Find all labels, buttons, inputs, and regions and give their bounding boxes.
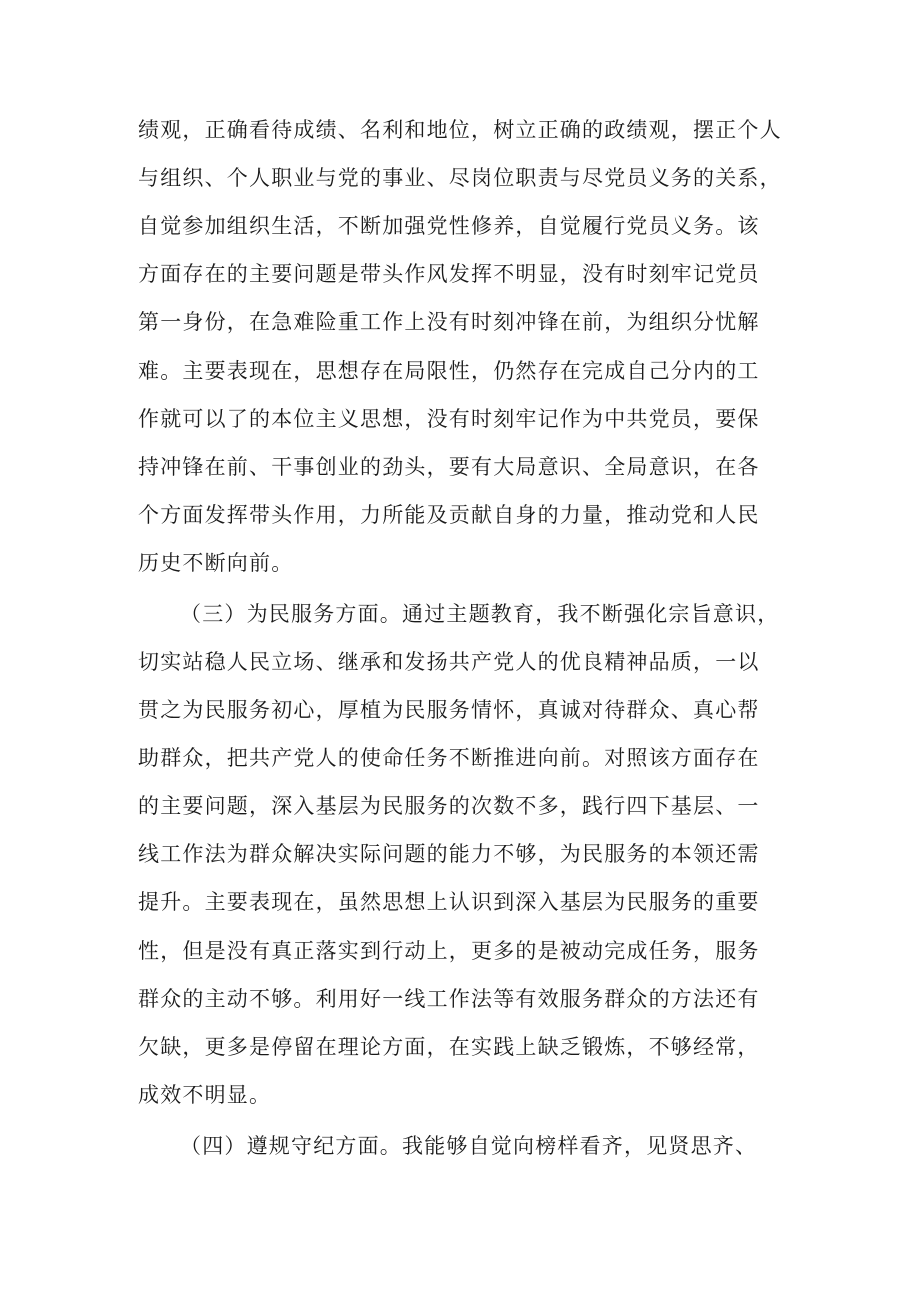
text-line: 贯之为民服务初心，厚植为民服务情怀，真诚对待群众、真心帮 [138,698,760,722]
text-line: 方面存在的主要问题是带头作风发挥不明显，没有时刻牢记党员 [138,262,760,286]
text-line: 提升。主要表现在，虽然思想上认识到深入基层为民服务的重要 [138,890,760,914]
text-line: 作就可以了的本位主义思想，没有时刻牢记作为中共党员，要保 [138,407,760,431]
text-line: 持冲锋在前、干事创业的劲头，要有大局意识、全局意识，在各 [138,455,760,479]
text-line: 难。主要表现在，思想存在局限性，仍然存在完成自己分内的工 [138,359,760,383]
text-line: 成效不明显。 [138,1083,272,1107]
section-heading-line: （三）为民服务方面。通过主题教育，我不断强化宗旨意识， [180,602,780,626]
section-heading-line: （四）遵规守纪方面。我能够自觉向榜样看齐，见贤思齐、 [180,1134,758,1158]
text-line: 线工作法为群众解决实际问题的能力不够，为民服务的本领还需 [138,842,760,866]
text-line: 与组织、个人职业与党的事业、尽岗位职责与尽党员义务的关系， [138,166,782,190]
text-line: 欠缺，更多是停留在理论方面，在实践上缺乏锻炼，不够经常， [138,1035,760,1059]
text-line: 历史不断向前。 [138,551,294,575]
text-line: 性，但是没有真正落实到行动上，更多的是被动完成任务，服务 [138,939,760,963]
text-line: 个方面发挥带头作用，力所能及贡献自身的力量，推动党和人民 [138,503,760,527]
text-line: 切实站稳人民立场、继承和发扬共产党人的优良精神品质，一以 [138,650,760,674]
text-line: 绩观，正确看待成绩、名利和地位，树立正确的政绩观，摆正个人 [138,118,782,142]
text-line: 第一身份，在急难险重工作上没有时刻冲锋在前，为组织分忧解 [138,310,760,334]
text-line: 群众的主动不够。利用好一线工作法等有效服务群众的方法还有 [138,987,760,1011]
text-line: 助群众，把共产党人的使命任务不断推进向前。对照该方面存在 [138,746,760,770]
text-line: 自觉参加组织生活，不断加强党性修养，自觉履行党员义务。该 [138,214,760,238]
text-line: 的主要问题，深入基层为民服务的次数不多，践行四下基层、一 [138,794,760,818]
